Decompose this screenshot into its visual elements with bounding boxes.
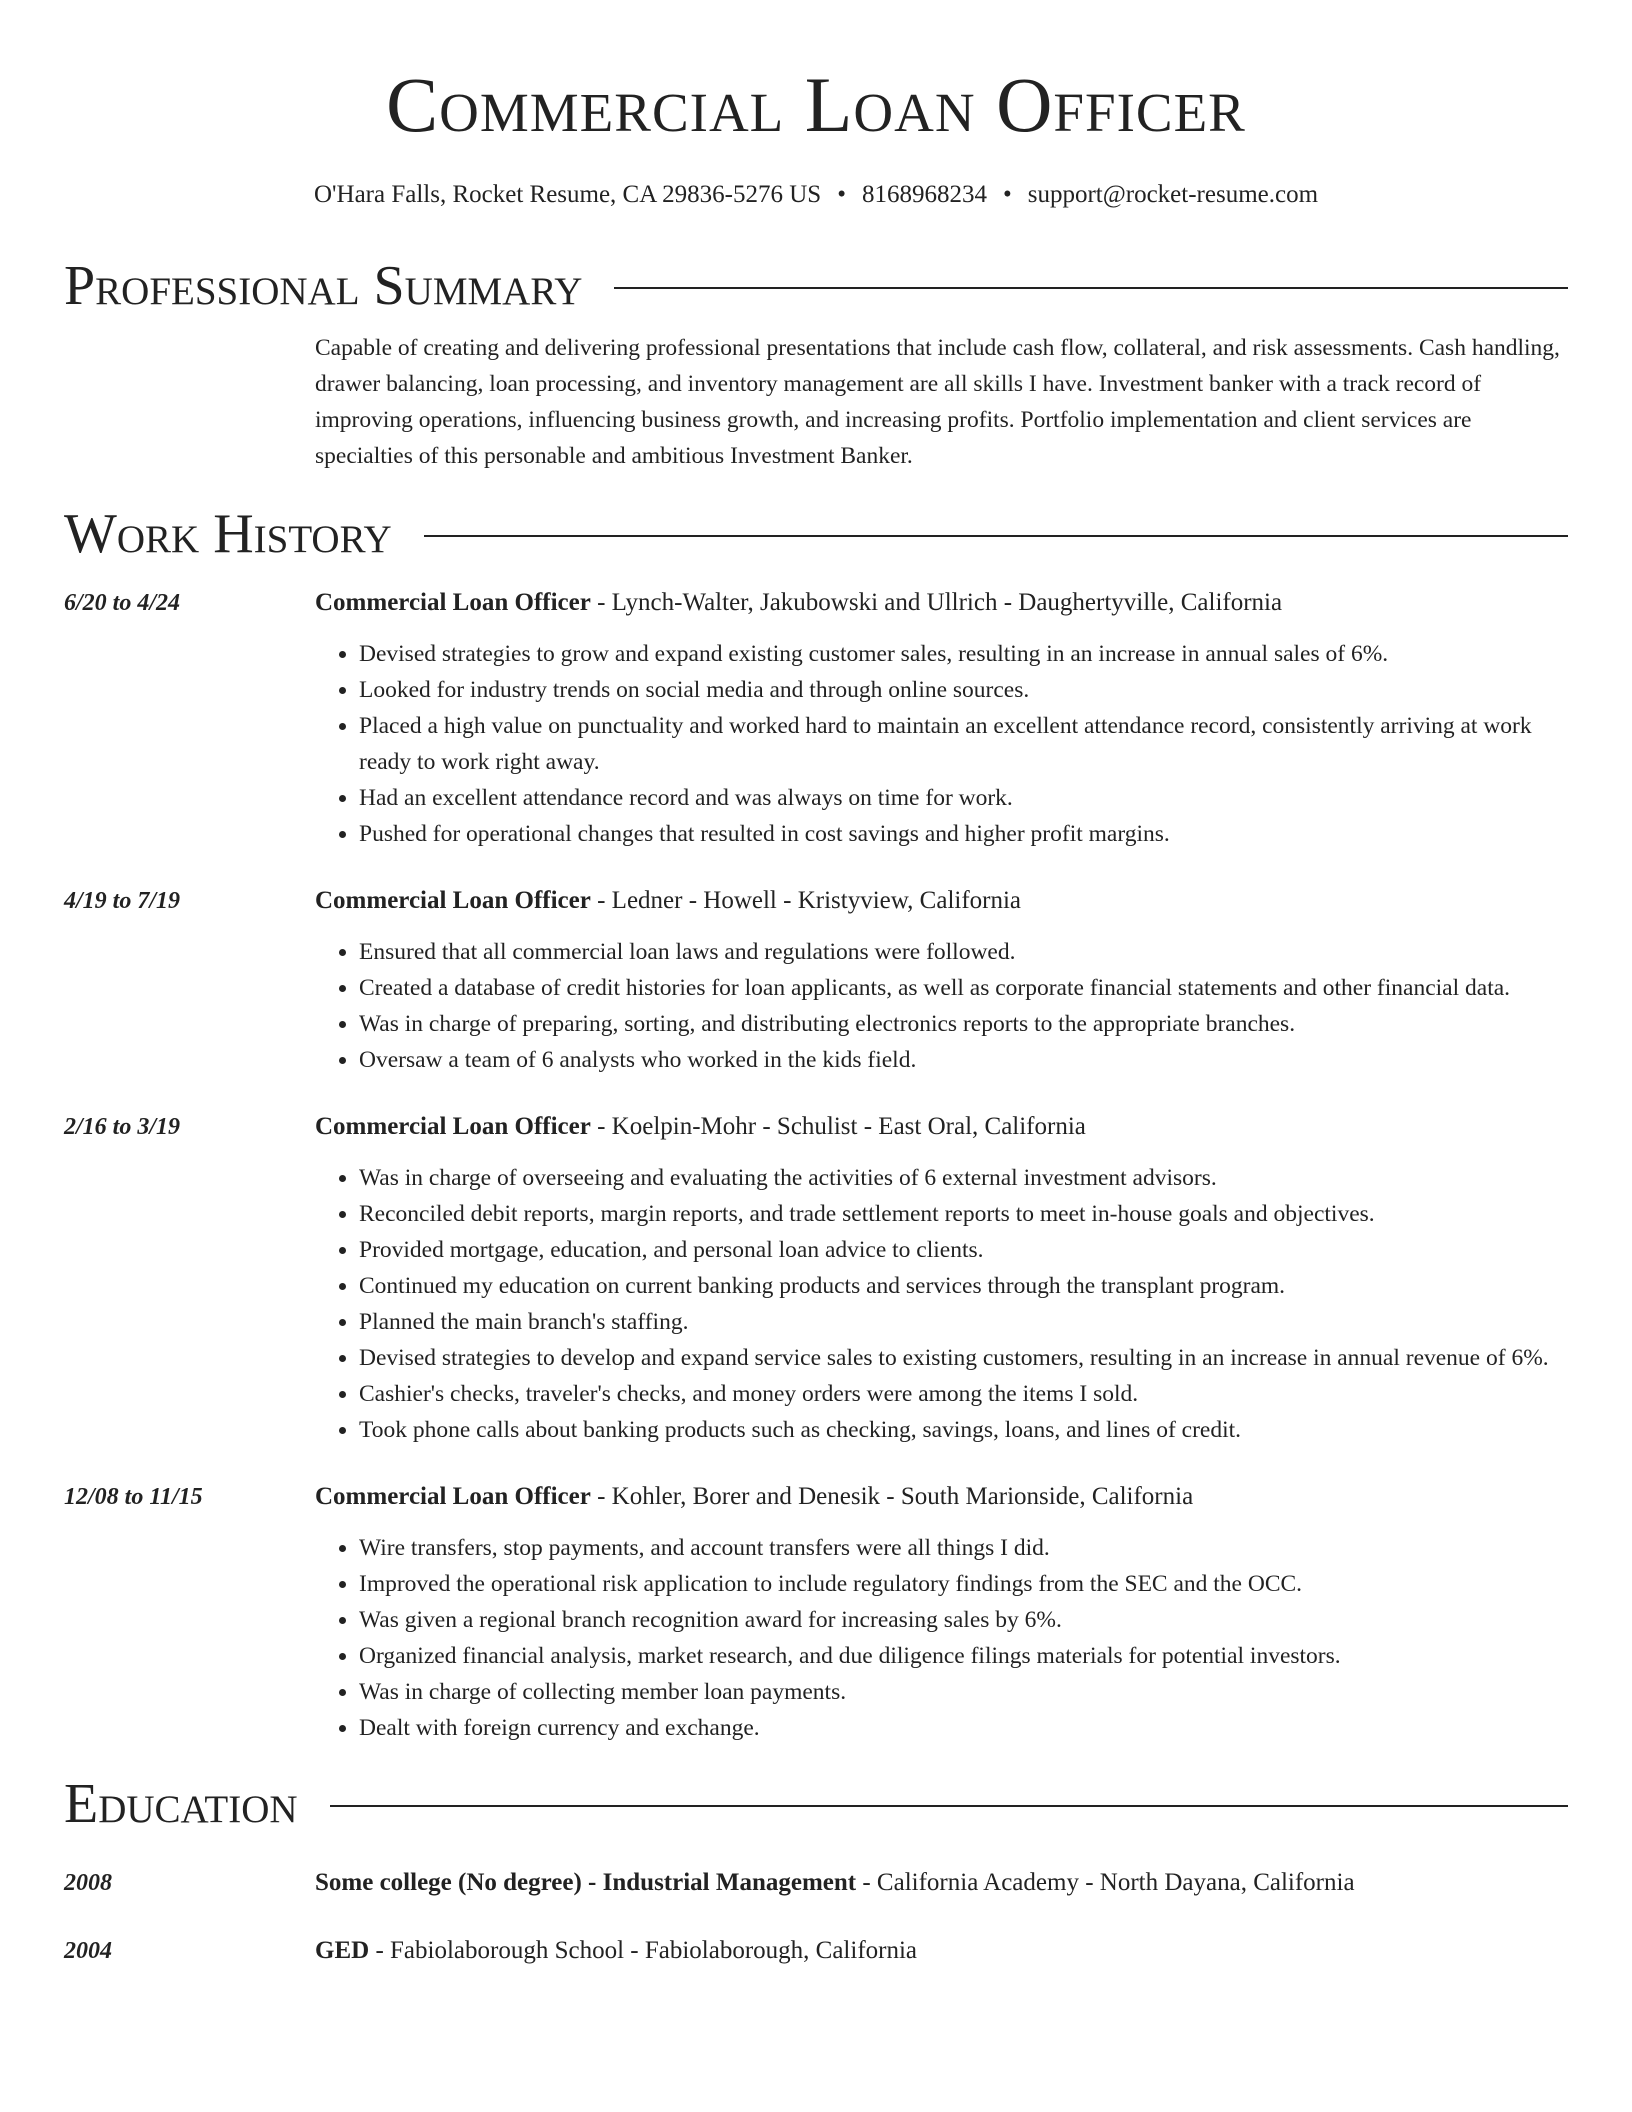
education-body (315, 1866, 1568, 1900)
education-school: - Fabiolaborough School - Fabiolaborough, California (369, 1937, 918, 1964)
job-bullet: • Oversaw a team of 6 analysts who worked in the kids field. (359, 1042, 1568, 1078)
job-bullet: • Was given a regional branch recognition award for increasing sales by 6%. (359, 1602, 1568, 1638)
job-bullets (315, 934, 1568, 1078)
job-body (315, 586, 1568, 852)
resume-name: Commercial Loan Officer (386, 61, 1246, 148)
job-bullet: • Dealt with foreign currency and exchange. (359, 1710, 1568, 1746)
job-bullet: • Devised strategies to develop and expand service sales to existing customers, resulting in an increase in annual revenue of 6%. (359, 1340, 1568, 1376)
job-entry (64, 586, 1568, 852)
section-divider (424, 535, 1568, 537)
education-entry (64, 1934, 1568, 1968)
job-title: Commercial Loan Officer (315, 1113, 591, 1140)
job-title: Commercial Loan Officer (315, 1483, 591, 1510)
job-heading (315, 1110, 1568, 1144)
job-title: Commercial Loan Officer (315, 589, 591, 616)
job-heading (315, 586, 1568, 620)
job-bullet: • Planned the main branch's staffing. (359, 1304, 1568, 1340)
summary-heading: Professional Summary (64, 255, 583, 317)
job-bullet: • Pushed for operational changes that resulted in cost savings and higher profit margins. (359, 816, 1568, 852)
job-bullet: • Had an excellent attendance record and was always on time for work. (359, 780, 1568, 816)
job-bullet: • Took phone calls about banking products such as checking, savings, loans, and lines of credit. (359, 1412, 1568, 1448)
job-dates: 12/08 to 11/15 (64, 1484, 203, 1510)
education-heading: Education (64, 1773, 298, 1835)
job-body (315, 1480, 1568, 1746)
job-employer: - Kohler, Borer and Denesik - South Marionside, California (590, 1483, 1194, 1510)
job-heading (315, 884, 1568, 918)
job-bullet: • Was in charge of overseeing and evaluating the activities of 6 external investment advisors. (359, 1160, 1568, 1196)
job-bullet: • Organized financial analysis, market research, and due diligence filings materials for potential investors. (359, 1638, 1568, 1674)
job-title: Commercial Loan Officer (315, 887, 591, 914)
job-dates: 4/19 to 7/19 (64, 888, 181, 914)
job-body (315, 884, 1568, 1078)
job-heading (315, 1480, 1568, 1514)
job-bullet: • Cashier's checks, traveler's checks, and money orders were among the items I sold. (359, 1376, 1568, 1412)
job-employer: - Koelpin-Mohr - Schulist - East Oral, California (590, 1113, 1086, 1140)
job-bullet: • Improved the operational risk application to include regulatory findings from the SEC and the OCC. (359, 1566, 1568, 1602)
education-degree: GED (315, 1937, 370, 1964)
contact-address: O'Hara Falls, Rocket Resume, CA 29836-5276 US (313, 181, 822, 208)
education-year: 2004 (64, 1938, 112, 1964)
job-bullets (315, 1530, 1568, 1746)
job-employer: - Ledner - Howell - Kristyview, California (590, 887, 1022, 914)
summary-text: Capable of creating and delivering professional presentations that include cash flow, collateral, and risk assessments. Cash handling, drawer balancing, loan processing, and inventory management are all skills I have. Investment banker with a track record of improving operations, influencing business growth, and increasing profits. Portfolio implementation and client services are specialties of this personable and ambitious Investment Banker. (315, 335, 1560, 469)
education-degree: Some college (No degree) - Industrial Management (315, 1869, 857, 1896)
job-bullet: • Continued my education on current banking products and services through the transplant program. (359, 1268, 1568, 1304)
resume-page (64, 0, 1568, 1968)
contact-separator: • (837, 181, 846, 208)
education-section-header (64, 1772, 1568, 1836)
summary-section-header (64, 254, 1568, 318)
job-bullets (315, 636, 1568, 852)
job-bullet: • Provided mortgage, education, and personal loan advice to clients. (359, 1232, 1568, 1268)
education-body (315, 1934, 1568, 1968)
contact-separator: • (1002, 181, 1012, 208)
job-bullet: • Looked for industry trends on social media and through online sources. (359, 672, 1568, 708)
contact-phone: 8168968234 (861, 181, 987, 208)
job-entry (64, 884, 1568, 1078)
job-dates: 6/20 to 4/24 (64, 590, 181, 616)
work-section-header (64, 502, 1568, 566)
section-divider (330, 1805, 1568, 1807)
contact-line (64, 180, 1568, 210)
job-entry (64, 1110, 1568, 1448)
education-year: 2008 (64, 1870, 112, 1896)
job-bullets (315, 1160, 1568, 1448)
job-bullet: • Devised strategies to grow and expand existing customer sales, resulting in an increase in annual sales of 6%. (359, 636, 1568, 672)
job-bullet: • Created a database of credit histories for loan applicants, as well as corporate financial statements and other financial data. (359, 970, 1568, 1006)
job-bullet: • Reconciled debit reports, margin reports, and trade settlement reports to meet in-house goals and objectives. (359, 1196, 1568, 1232)
job-body (315, 1110, 1568, 1448)
job-dates: 2/16 to 3/19 (64, 1114, 181, 1140)
job-bullet: • Wire transfers, stop payments, and account transfers were all things I did. (359, 1530, 1568, 1566)
job-employer: - Lynch-Walter, Jakubowski and Ullrich - Daughertyville, California (590, 589, 1283, 616)
job-bullet: • Placed a high value on punctuality and worked hard to maintain an excellent attendance record, consistently arriving at work ready to work right away. (359, 708, 1568, 780)
job-bullet: • Ensured that all commercial loan laws and regulations were followed. (359, 934, 1568, 970)
section-divider (614, 287, 1568, 289)
job-bullet: • Was in charge of collecting member loan payments. (359, 1674, 1568, 1710)
contact-email: support@rocket-resume.com (1027, 181, 1319, 208)
job-bullet: • Was in charge of preparing, sorting, and distributing electronics reports to the appropriate branches. (359, 1006, 1568, 1042)
work-heading: Work History (64, 503, 392, 565)
education-entry (64, 1866, 1568, 1900)
education-school: - California Academy - North Dayana, California (856, 1869, 1355, 1896)
job-entry (64, 1480, 1568, 1746)
